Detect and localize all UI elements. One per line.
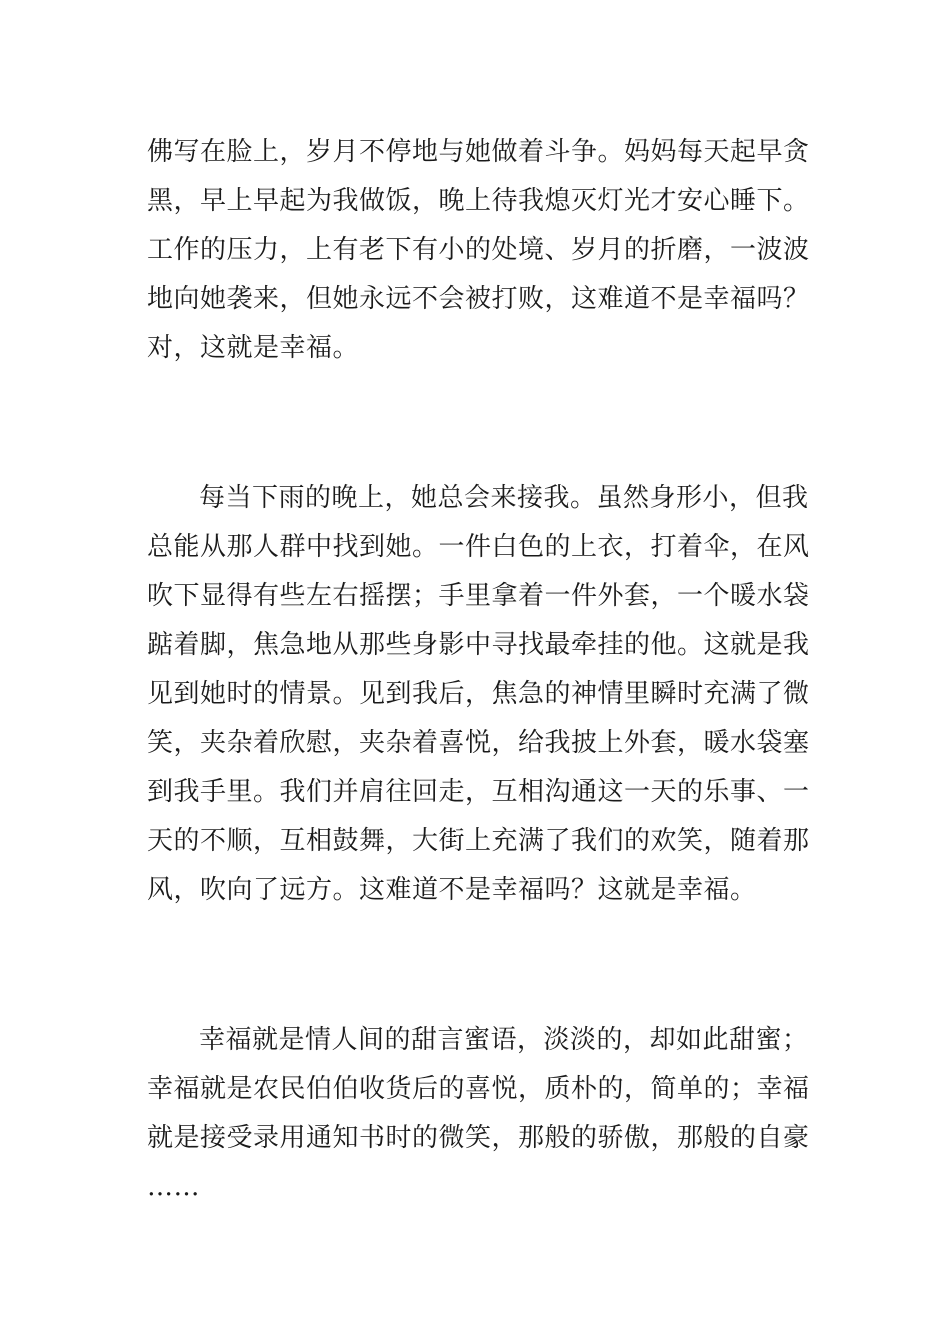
paragraph-1-line-4: 地向她袭来，但她永远不会被打败，这难道不是幸福吗？ (147, 284, 810, 314)
paragraph-1-line-2: 黑，早上早起为我做饭，晚上待我熄灭灯光才安心睡下。 (147, 186, 810, 216)
paragraph-2-line-9: 风，吹向了远方。这难道不是幸福吗？这就是幸福。 (147, 875, 757, 905)
paragraph-2-line-4: 踮着脚，焦急地从那些身影中寻找最牵挂的他。这就是我 (147, 630, 810, 660)
paragraph-3-line-3: 就是接受录用通知书时的微笑，那般的骄傲，那般的自豪 (147, 1123, 810, 1153)
paragraph-3-line-4: …… (147, 1172, 200, 1202)
paragraph-3-line-2: 幸福就是农民伯伯收货后的喜悦，质朴的，简单的；幸福 (147, 1074, 810, 1104)
paragraph-1-line-5: 对，这就是幸福。 (147, 333, 360, 363)
paragraph-1-line-1: 佛写在脸上，岁月不停地与她做着斗争。妈妈每天起早贪 (147, 137, 810, 167)
paragraph-2-line-5: 见到她时的情景。见到我后，焦急的神情里瞬时充满了微 (147, 679, 810, 709)
paragraph-2-line-1: 每当下雨的晚上，她总会来接我。虽然身形小，但我 (199, 483, 809, 513)
paragraph-2-line-7: 到我手里。我们并肩往回走，互相沟通这一天的乐事、一 (147, 777, 810, 807)
paragraph-2-line-2: 总能从那人群中找到她。一件白色的上衣，打着伞，在风 (147, 532, 810, 562)
paragraph-2-line-8: 天的不顺，互相鼓舞，大街上充满了我们的欢笑，随着那 (147, 826, 810, 856)
paragraph-3-line-1: 幸福就是情人间的甜言蜜语，淡淡的，却如此甜蜜； (199, 1025, 809, 1055)
paragraph-1-line-3: 工作的压力，上有老下有小的处境、岁月的折磨，一波波 (147, 235, 810, 265)
paragraph-2-line-3: 吹下显得有些左右摇摆；手里拿着一件外套，一个暖水袋 (147, 581, 810, 611)
paragraph-2-line-6: 笑，夹杂着欣慰，夹杂着喜悦，给我披上外套，暖水袋塞 (147, 728, 810, 758)
